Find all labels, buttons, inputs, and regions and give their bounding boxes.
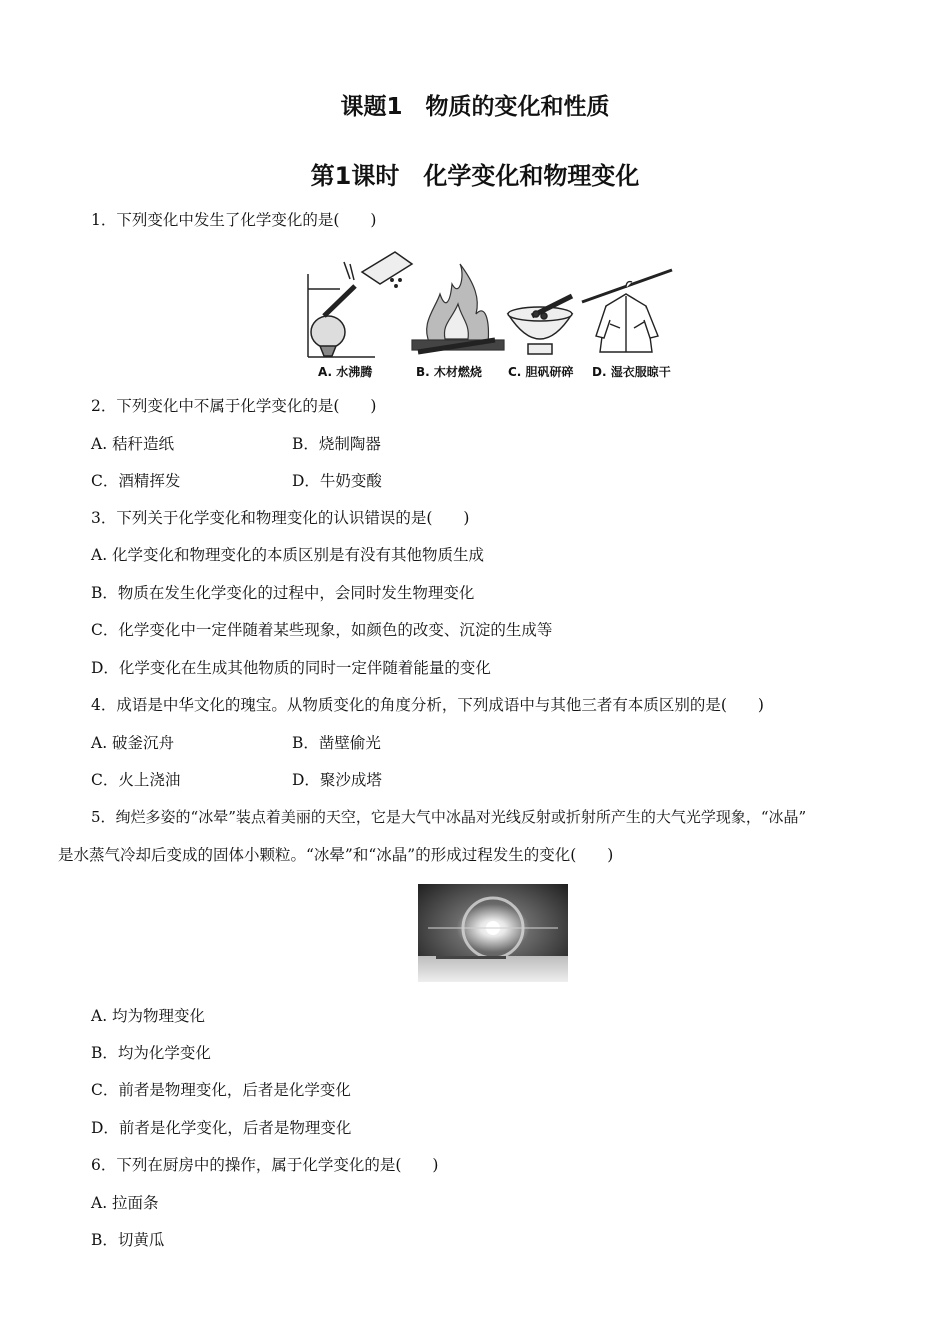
q4-option-c: C．火上浇油	[91, 771, 181, 789]
q3-option-a: A. 化学变化和物理变化的本质区别是有没有其他物质生成	[91, 546, 485, 564]
q2-option-a: A. 秸秆造纸	[91, 435, 175, 453]
q4-stem: 4．成语是中华文化的瑰宝。从物质变化的角度分析，下列成语中与其他三者有本质区别的是( )	[91, 696, 764, 714]
q2-option-b: B．烧制陶器	[292, 435, 381, 453]
q3-option-c: C．化学变化中一定伴随着某些现象，如颜色的改变、沉淀的生成等	[91, 621, 553, 639]
q3-option-b: B．物质在发生化学变化的过程中，会同时发生物理变化	[91, 584, 475, 602]
q3-stem: 3．下列关于化学变化和物理变化的认识错误的是( )	[91, 509, 470, 527]
q4-option-b: B．凿壁偷光	[292, 734, 381, 752]
q2-options-row1	[91, 434, 791, 454]
q6-stem: 6．下列在厨房中的操作，属于化学变化的是( )	[91, 1156, 439, 1174]
q5-option-d: D．前者是化学变化，后者是物理变化	[91, 1119, 352, 1137]
q4-options-row2	[91, 770, 791, 790]
q1-caption-b: B. 木材燃烧	[416, 365, 482, 379]
q5-option-b: B．均为化学变化	[91, 1044, 211, 1062]
q1-caption-d: D. 湿衣服晾干	[592, 365, 671, 379]
q5-option-a: A. 均为物理变化	[91, 1007, 206, 1025]
lesson-subtitle: 第1课时 化学变化和物理变化	[310, 162, 640, 190]
q3-option-d: D．化学变化在生成其他物质的同时一定伴随着能量的变化	[91, 659, 491, 677]
q2-option-c: C．酒精挥发	[91, 472, 181, 490]
mortar-pestle-icon	[508, 296, 572, 354]
boiling-water-apparatus-icon	[308, 252, 412, 357]
q1-caption-c: C. 胆矾研碎	[508, 365, 574, 379]
q4-option-a: A. 破釜沉舟	[91, 734, 175, 752]
q5-stem-line2: 是水蒸气冷却后变成的固体小颗粒。“冰晕”和“冰晶”的形成过程发生的变化( )	[58, 846, 614, 864]
q1-caption-a: A. 水沸腾	[318, 365, 373, 379]
burning-wood-icon	[412, 264, 504, 352]
q4-option-d: D．聚沙成塔	[292, 771, 382, 789]
q2-options-row2	[91, 471, 791, 491]
lesson-title: 课题1 物质的变化和性质	[340, 94, 610, 120]
q2-stem: 2．下列变化中不属于化学变化的是( )	[91, 397, 377, 415]
q5-ice-halo-photo	[418, 884, 568, 982]
q4-options-row1	[91, 733, 791, 753]
q5-option-c: C．前者是物理变化，后者是化学变化	[91, 1081, 351, 1099]
q6-option-b: B．切黄瓜	[91, 1231, 165, 1249]
q1-figure	[300, 244, 680, 366]
q2-option-d: D．牛奶变酸	[292, 472, 382, 490]
q1-stem: 1．下列变化中发生了化学变化的是( )	[91, 211, 377, 229]
q6-option-a: A. 拉面条	[91, 1194, 159, 1212]
drying-clothes-icon	[582, 270, 672, 352]
q5-stem-line1: 5．绚烂多姿的“冰晕”装点着美丽的天空，它是大气中冰晶对光线反射或折射所产生的大气光学现象，“冰晶”	[91, 808, 807, 826]
